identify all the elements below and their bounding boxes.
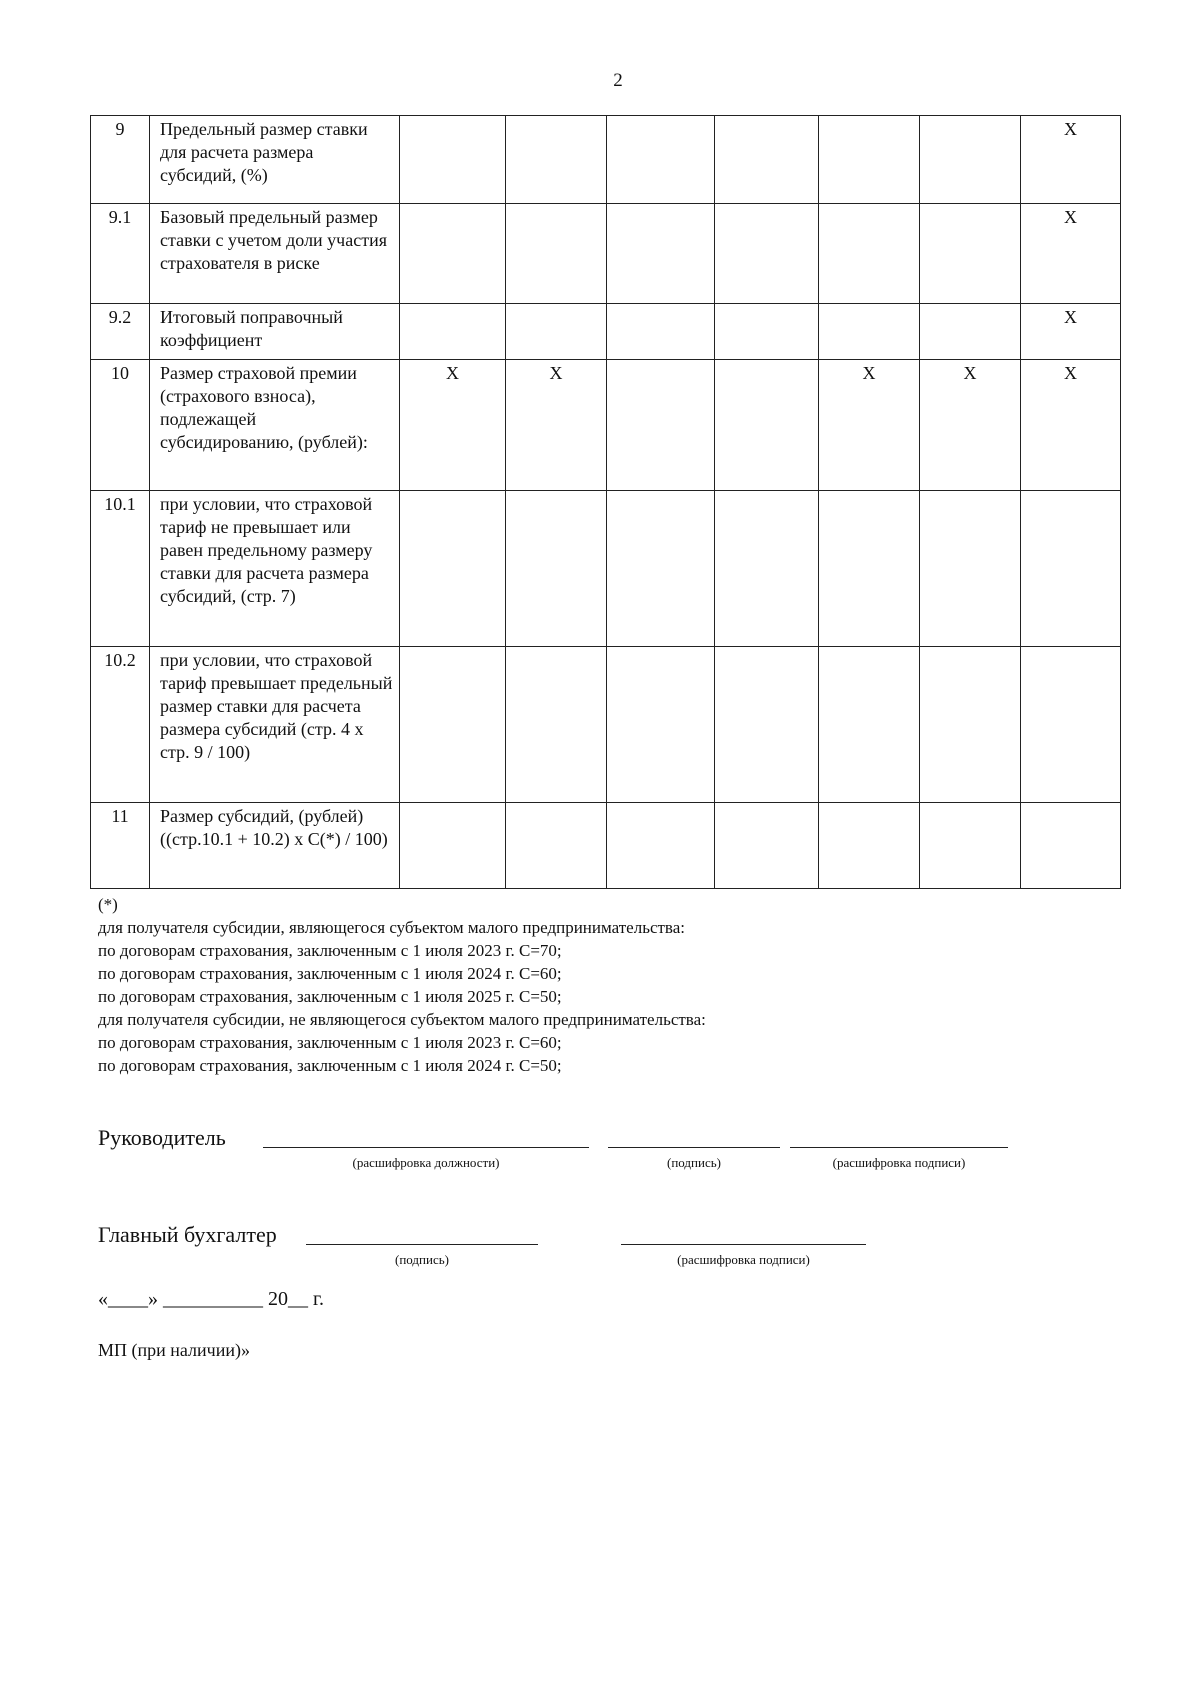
footnote	[98, 893, 706, 1077]
head-signature-caption: (подпись)	[667, 1155, 721, 1170]
row-number: 11	[91, 803, 150, 889]
excluded-cell: X	[1021, 360, 1121, 491]
table-row	[91, 116, 1121, 204]
footnote-line: (*)	[98, 895, 118, 914]
value-cell[interactable]	[819, 116, 920, 204]
row-number: 9	[91, 116, 150, 204]
value-cell[interactable]	[400, 491, 506, 647]
value-cell[interactable]	[607, 803, 715, 889]
head-position-line[interactable]	[263, 1147, 589, 1148]
value-cell[interactable]	[607, 360, 715, 491]
value-cell[interactable]	[715, 491, 819, 647]
value-cell[interactable]	[1021, 491, 1121, 647]
value-cell[interactable]	[819, 491, 920, 647]
value-cell[interactable]	[400, 304, 506, 360]
row-number: 9.2	[91, 304, 150, 360]
value-cell[interactable]	[400, 204, 506, 304]
footnote-line: по договорам страхования, заключенным с 1 июля 2023 г. С=70;	[98, 941, 562, 960]
accountant-label: Главный бухгалтер	[98, 1222, 277, 1247]
value-cell[interactable]	[506, 803, 607, 889]
excluded-cell: X	[920, 360, 1021, 491]
head-label: Руководитель	[98, 1125, 226, 1150]
footnote-line: по договорам страхования, заключенным с 1 июля 2023 г. С=60;	[98, 1033, 562, 1052]
page-number: 2	[613, 70, 623, 91]
value-cell[interactable]	[506, 116, 607, 204]
value-cell[interactable]	[715, 116, 819, 204]
value-cell[interactable]	[1021, 647, 1121, 803]
row-label: при условии, что страховой тариф не превышает или равен предельному размеру ставки для расчета размера субсидий, (стр. 7)	[150, 491, 400, 647]
row-number: 10.2	[91, 647, 150, 803]
row-label: Итоговый поправочный коэффициент	[150, 304, 400, 360]
value-cell[interactable]	[819, 647, 920, 803]
row-label: Размер субсидий, (рублей) ((стр.10.1 + 10.2) х С(*) / 100)	[150, 803, 400, 889]
row-label: Базовый предельный размер ставки с учетом доли участия страхователя в риске	[150, 204, 400, 304]
row-number: 9.1	[91, 204, 150, 304]
excluded-cell: X	[1021, 304, 1121, 360]
value-cell[interactable]	[400, 647, 506, 803]
table-row	[91, 304, 1121, 360]
value-cell[interactable]	[607, 491, 715, 647]
excluded-cell: X	[400, 360, 506, 491]
subsidy-table	[90, 115, 1121, 889]
footnote-line: по договорам страхования, заключенным с 1 июля 2025 г. С=50;	[98, 987, 562, 1006]
value-cell[interactable]	[819, 803, 920, 889]
head-signature-line[interactable]	[608, 1147, 780, 1148]
value-cell[interactable]	[715, 204, 819, 304]
value-cell[interactable]	[506, 204, 607, 304]
excluded-cell: X	[1021, 116, 1121, 204]
table-row	[91, 204, 1121, 304]
accountant-signature-caption: (подпись)	[395, 1252, 449, 1267]
value-cell[interactable]	[819, 304, 920, 360]
value-cell[interactable]	[920, 204, 1021, 304]
excluded-cell: X	[1021, 204, 1121, 304]
row-label: при условии, что страховой тариф превышает предельный размер ставки для расчета размера субсидий (стр. 4 х стр. 9 / 100)	[150, 647, 400, 803]
value-cell[interactable]	[715, 803, 819, 889]
stamp-note: МП (при наличии)»	[98, 1340, 250, 1360]
table-row	[91, 360, 1121, 491]
value-cell[interactable]	[400, 116, 506, 204]
row-number: 10	[91, 360, 150, 491]
head-decode-caption: (расшифровка подписи)	[832, 1155, 966, 1170]
row-number: 10.1	[91, 491, 150, 647]
value-cell[interactable]	[1021, 803, 1121, 889]
excluded-cell: X	[506, 360, 607, 491]
value-cell[interactable]	[607, 204, 715, 304]
value-cell[interactable]	[819, 204, 920, 304]
value-cell[interactable]	[715, 304, 819, 360]
head-position-caption: (расшифровка должности)	[352, 1155, 500, 1170]
head-decode-line[interactable]	[790, 1147, 1008, 1148]
value-cell[interactable]	[607, 647, 715, 803]
accountant-decode-caption: (расшифровка подписи)	[677, 1252, 810, 1267]
value-cell[interactable]	[607, 304, 715, 360]
value-cell[interactable]	[920, 647, 1021, 803]
value-cell[interactable]	[607, 116, 715, 204]
value-cell[interactable]	[506, 491, 607, 647]
value-cell[interactable]	[400, 803, 506, 889]
table-row	[91, 491, 1121, 647]
footnote-line: по договорам страхования, заключенным с 1 июля 2024 г. С=50;	[98, 1056, 562, 1075]
value-cell[interactable]	[715, 647, 819, 803]
value-cell[interactable]	[920, 803, 1021, 889]
accountant-signature-line[interactable]	[306, 1244, 538, 1245]
footnote-line: для получателя субсидии, не являющегося субъектом малого предпринимательства:	[98, 1010, 706, 1029]
table-row	[91, 647, 1121, 803]
value-cell[interactable]	[506, 304, 607, 360]
value-cell[interactable]	[920, 491, 1021, 647]
footnote-line: для получателя субсидии, являющегося субъектом малого предпринимательства:	[98, 918, 685, 937]
footnote-line: по договорам страхования, заключенным с 1 июля 2024 г. С=60;	[98, 964, 562, 983]
value-cell[interactable]	[920, 116, 1021, 204]
table-body	[91, 116, 1121, 889]
row-label: Предельный размер ставки для расчета размера субсидий, (%)	[150, 116, 400, 204]
table-row	[91, 803, 1121, 889]
date-line[interactable]: «____» __________ 20__ г.	[98, 1288, 324, 1310]
value-cell[interactable]	[506, 647, 607, 803]
value-cell[interactable]	[920, 304, 1021, 360]
row-label: Размер страховой премии (страхового взноса), подлежащей субсидированию, (рублей):	[150, 360, 400, 491]
accountant-decode-line[interactable]	[621, 1244, 866, 1245]
value-cell[interactable]	[715, 360, 819, 491]
excluded-cell: X	[819, 360, 920, 491]
